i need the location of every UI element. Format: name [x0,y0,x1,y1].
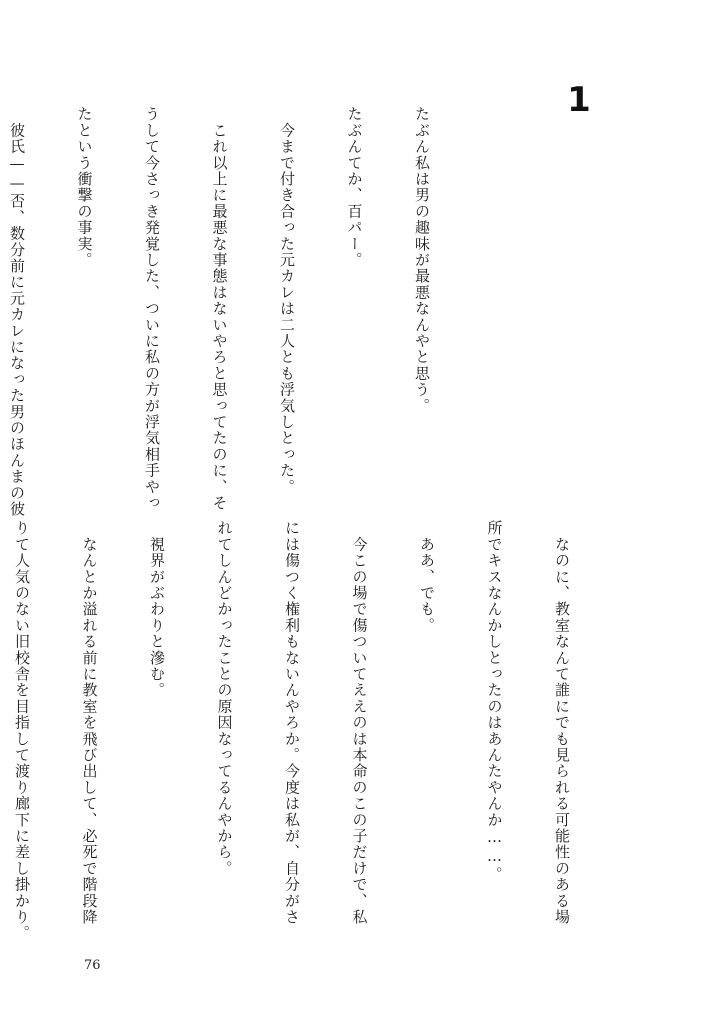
text-line: これ以上に最悪な事態はないやろと思ってたのに、そ [210,106,229,511]
text-line: ああ、でも。 [418,520,436,634]
text-line: りて人気のない旧校舎を目指して渡り廊下に差し掛かり。 [13,520,31,942]
text-line: たという衝撃の事実。 [75,106,94,268]
text-line: なのに、教室なんて誰にでも見られる可能性のある場 [553,520,571,925]
page-number: 76 [84,958,101,973]
text-block-bottom [0,520,618,942]
text-line: たぶんてか、百パー。 [345,106,364,268]
text-line: 今この場で傷ついてええのは本命のこの子だけで、私 [350,520,369,925]
text-line: なんとか溢れる前に教室を飛び出して、必死で階段降 [80,520,99,925]
text-line: 所でキスなんかしとったのはあんたやんか……。 [485,520,504,883]
text-line: には傷つく権利もないんやろか。今度は私が、自分がさ [283,520,301,925]
text-line: うして今さっき発覚した、ついに私の方が浮気相手やっ [143,106,161,511]
text-line: 視界がぶわりと滲む。 [148,520,166,699]
text-line: たぶん私は男の趣味が最悪なんやと思う。 [413,106,431,414]
text-block-top [0,106,478,517]
text-line: れてしんどかったことの原因なってるんやから。 [215,520,234,877]
text-line: 彼氏——否、数分前に元カレになった男のほんまの彼 [8,106,26,517]
chapter-number: 1 [567,80,591,120]
text-line: 今まで付き合った元カレは二人とも浮気しとった。 [278,106,296,495]
